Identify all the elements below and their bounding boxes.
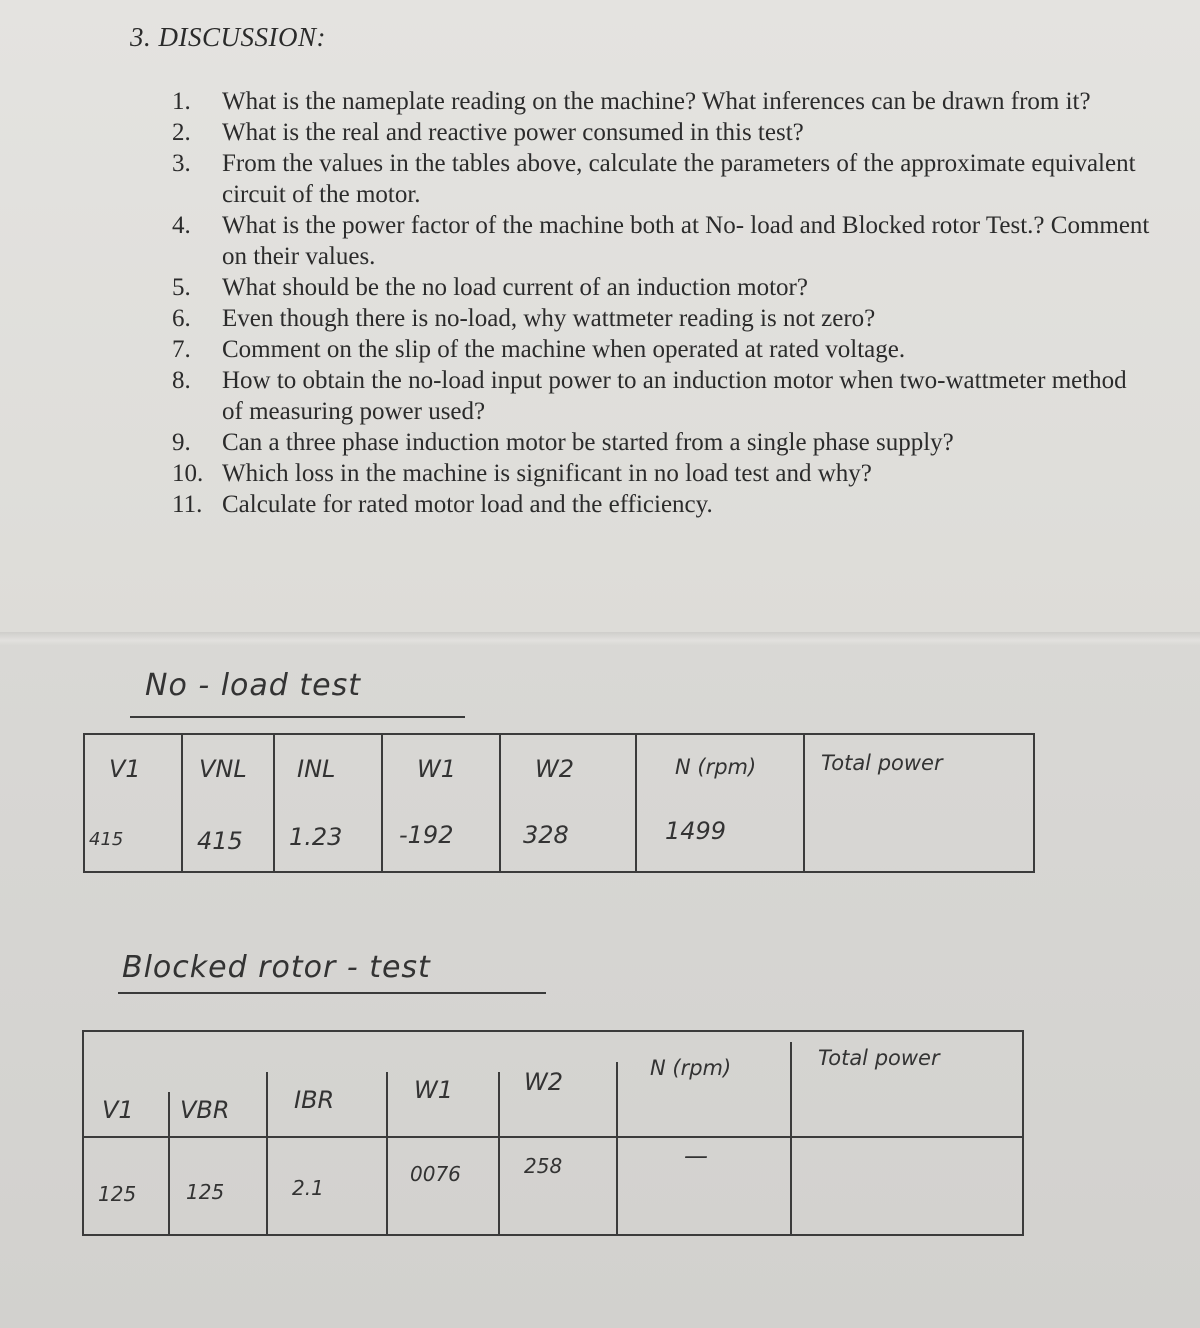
header-cell: N (rpm) xyxy=(650,1056,732,1080)
value-cell: 415 xyxy=(89,829,124,850)
column-divider xyxy=(266,1072,268,1234)
header-cell: V1 xyxy=(109,755,141,783)
header-cell: W2 xyxy=(524,1068,563,1096)
column-divider xyxy=(498,1072,500,1234)
question-number: 9. xyxy=(172,429,191,456)
header-cell: Total power xyxy=(821,751,943,775)
column-divider xyxy=(386,1072,388,1234)
column-divider xyxy=(790,1042,792,1234)
question-text: What should be the no load current of an induction motor? xyxy=(222,274,808,301)
value-cell: -192 xyxy=(399,821,454,849)
no-load-heading-underline xyxy=(130,716,465,718)
column-divider xyxy=(499,735,501,871)
question-item xyxy=(172,148,1152,210)
question-item xyxy=(172,427,1152,458)
blocked-rotor-heading-underline xyxy=(118,992,546,994)
question-item xyxy=(172,210,1152,272)
header-cell: N (rpm) xyxy=(675,755,757,779)
no-load-table xyxy=(83,733,1035,873)
question-number: 5. xyxy=(172,274,191,301)
value-cell: 125 xyxy=(186,1180,225,1204)
header-cell: INL xyxy=(297,755,336,783)
question-text: What is the power factor of the machine both at No- load and Blocked rotor Test.? Comment on their values. xyxy=(222,212,1150,270)
question-number: 7. xyxy=(172,336,191,363)
header-cell: VNL xyxy=(199,755,247,783)
question-item xyxy=(172,303,1152,334)
column-divider xyxy=(381,735,383,871)
question-item xyxy=(172,86,1152,117)
header-cell: W2 xyxy=(535,755,574,783)
value-cell: 125 xyxy=(98,1182,137,1206)
question-text: Can a three phase induction motor be started from a single phase supply? xyxy=(222,429,954,456)
value-cell: 258 xyxy=(524,1154,563,1178)
question-list xyxy=(172,86,1152,520)
value-cell: 1.23 xyxy=(289,823,343,851)
blocked-rotor-table xyxy=(82,1030,1024,1236)
header-cell: VBR xyxy=(180,1096,230,1124)
question-item xyxy=(172,117,1152,148)
question-number: 1. xyxy=(172,88,191,115)
column-divider xyxy=(168,1092,170,1234)
question-text: What is the nameplate reading on the machine? What inferences can be drawn from it? xyxy=(222,88,1091,115)
question-text: Comment on the slip of the machine when operated at rated voltage. xyxy=(222,336,906,363)
question-number: 8. xyxy=(172,367,191,394)
question-item xyxy=(172,272,1152,303)
header-cell: W1 xyxy=(414,1076,453,1104)
question-item xyxy=(172,489,1152,520)
question-number: 2. xyxy=(172,119,191,146)
column-divider xyxy=(803,735,805,871)
column-divider xyxy=(273,735,275,871)
question-text: What is the real and reactive power consumed in this test? xyxy=(222,119,804,146)
question-number: 11. xyxy=(172,491,203,518)
discussion-title: 3. DISCUSSION: xyxy=(130,22,326,52)
column-divider xyxy=(616,1062,618,1234)
question-item xyxy=(172,458,1152,489)
column-divider xyxy=(635,735,637,871)
question-text: Which loss in the machine is significant in no load test and why? xyxy=(222,460,872,487)
header-cell: IBR xyxy=(294,1086,335,1114)
value-cell: 328 xyxy=(523,821,569,849)
question-number: 4. xyxy=(172,212,191,239)
value-cell: 415 xyxy=(197,827,243,855)
header-cell: Total power xyxy=(818,1046,940,1070)
header-cell: W1 xyxy=(417,755,456,783)
column-divider xyxy=(181,735,183,871)
question-text: How to obtain the no-load input power to an induction motor when two-wattmeter method of measuring power used? xyxy=(222,367,1127,425)
blocked-rotor-heading: Blocked rotor - test xyxy=(122,950,431,985)
paper-fold xyxy=(0,632,1200,646)
question-item xyxy=(172,365,1152,427)
value-cell: 1499 xyxy=(665,817,727,845)
header-cell: V1 xyxy=(102,1096,134,1124)
question-item xyxy=(172,334,1152,365)
row-divider xyxy=(84,1136,1022,1138)
value-cell: 2.1 xyxy=(292,1176,324,1200)
question-text: From the values in the tables above, calculate the parameters of the approximate equivalent circuit of the motor. xyxy=(222,150,1136,208)
question-text: Calculate for rated motor load and the efficiency. xyxy=(222,491,713,518)
question-number: 6. xyxy=(172,305,191,332)
question-number: 10. xyxy=(172,460,204,487)
value-cell: 0076 xyxy=(410,1162,461,1186)
question-number: 3. xyxy=(172,150,191,177)
no-load-heading: No - load test xyxy=(145,668,361,703)
question-text: Even though there is no-load, why wattmeter reading is not zero? xyxy=(222,305,876,332)
value-cell: — xyxy=(684,1142,708,1170)
